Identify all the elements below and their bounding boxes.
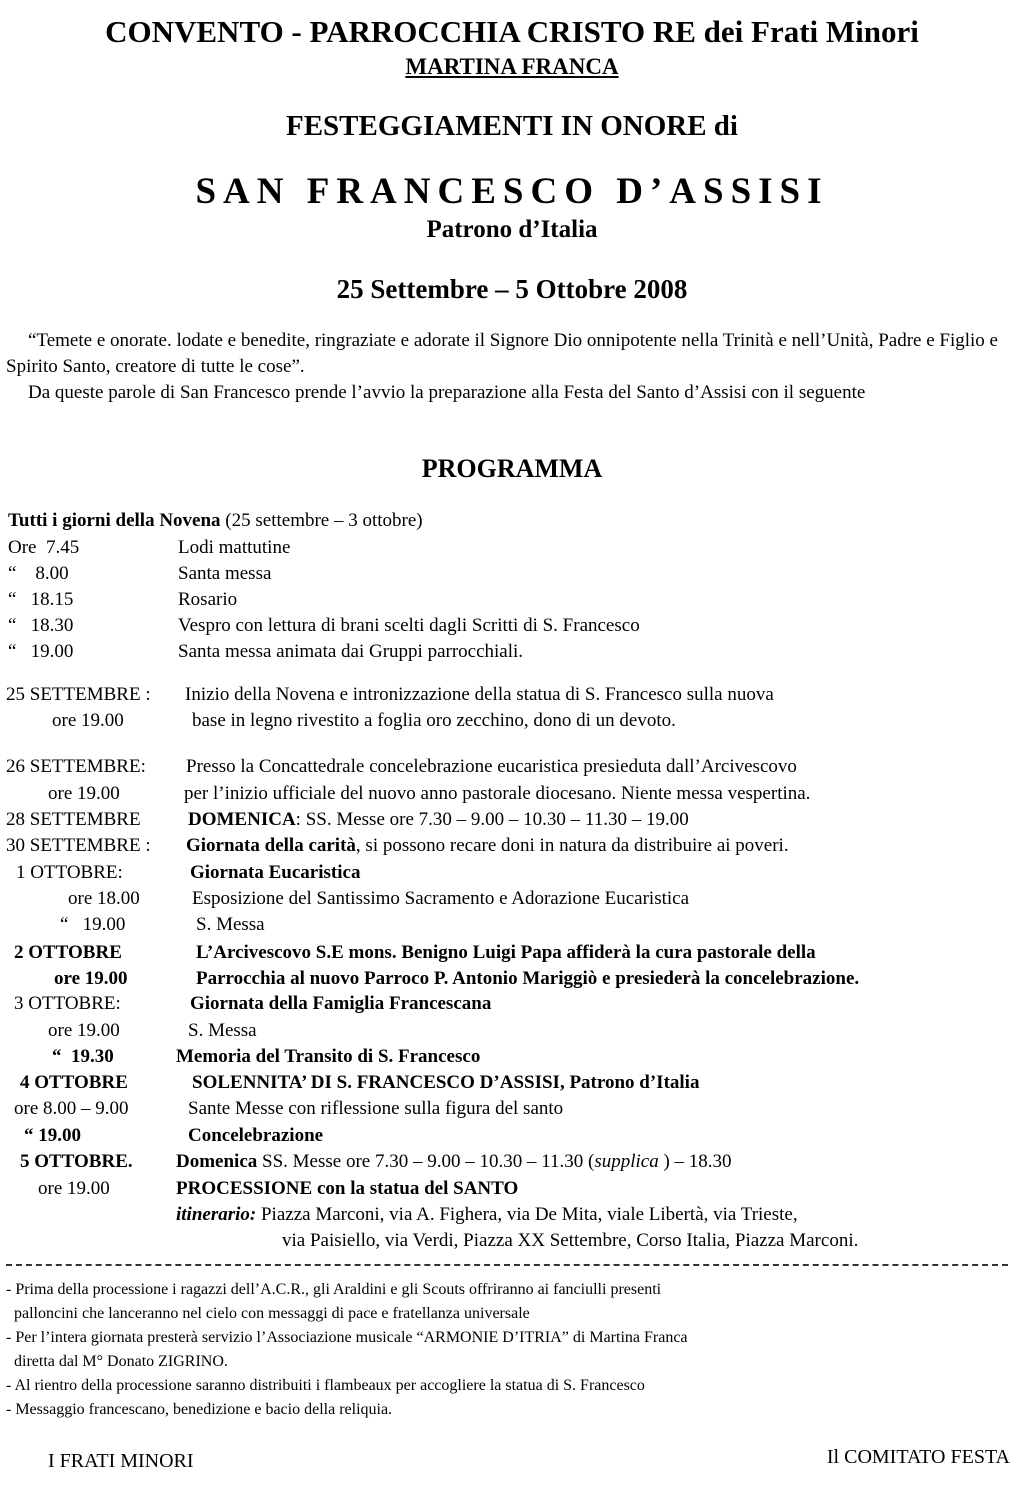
- signature-committee: Il COMITATO FESTA: [826, 1446, 1010, 1468]
- itinerary-text: Piazza Marconi, via A. Fighera, via De Mita, viale Libertà, via Trieste,: [256, 1204, 798, 1225]
- schedule-row: [0, 781, 1024, 807]
- schedule-event: Parrocchia al nuovo Parroco P. Antonio Mariggiò e presiederà la concelebrazione.: [196, 968, 860, 989]
- schedule-row: [0, 912, 1024, 938]
- note-line: - Messaggio francescano, benedizione e bacio della reliquia.: [6, 1401, 393, 1418]
- schedule-time: ore 19.00: [38, 1178, 110, 1199]
- schedule-time: ore 19.00: [48, 1020, 120, 1041]
- header-saint: SAN FRANCESCO D’ASSISI: [195, 171, 829, 212]
- schedule-time: “ 19.00: [60, 914, 126, 935]
- itinerary-line: [176, 1202, 798, 1228]
- novena-event: Rosario: [178, 589, 238, 610]
- schedule-time: “ 19.30: [52, 1046, 114, 1067]
- note-line: palloncini che lanceranno nel cielo con messaggi di pace e fratellanza universale: [6, 1305, 530, 1322]
- schedule-date: 5 OTTOBRE.: [20, 1151, 133, 1172]
- header-city: [0, 54, 1024, 80]
- novena-time: “ 18.30: [8, 615, 74, 636]
- novena-time: Ore 7.45: [8, 537, 80, 558]
- novena-time: “ 19.00: [8, 641, 74, 662]
- schedule-row: [0, 708, 1024, 734]
- schedule-row: [0, 754, 1024, 780]
- schedule-time: ore 19.00: [48, 783, 120, 804]
- schedule-row: [0, 1018, 1024, 1044]
- schedule-time: ore 8.00 – 9.00: [14, 1098, 129, 1119]
- schedule-event-bold: Giornata della carità: [186, 835, 356, 856]
- schedule-event: S. Messa: [188, 1020, 257, 1041]
- schedule-event: L’Arcivescovo S.E mons. Benigno Luigi Papa affiderà la cura pastorale della: [196, 942, 816, 963]
- schedule-event: Concelebrazione: [188, 1125, 324, 1146]
- schedule-date: 28 SETTEMBRE: [6, 809, 141, 830]
- intro-block: [6, 328, 1006, 406]
- novena-heading: [8, 510, 423, 532]
- schedule-time: ore 18.00: [68, 888, 140, 909]
- schedule-date: 2 OTTOBRE: [14, 942, 122, 963]
- schedule-row: [0, 1228, 1024, 1254]
- schedule-event-bold: DOMENICA: [188, 809, 296, 830]
- schedule-time: ore 19.00: [54, 968, 128, 989]
- schedule-date: 30 SETTEMBRE :: [6, 835, 151, 856]
- novena-row: [8, 561, 640, 587]
- schedule-event: Giornata della Famiglia Francescana: [190, 993, 492, 1014]
- schedule-row: [0, 1044, 1024, 1070]
- schedule-event: Memoria del Transito di S. Francesco: [176, 1046, 481, 1067]
- novena-row: [8, 535, 640, 561]
- schedule-event: S. Messa: [196, 914, 265, 935]
- schedule-event: [188, 807, 689, 833]
- header-convent: CONVENTO - PARROCCHIA CRISTO RE dei Frati Minori: [105, 14, 919, 49]
- schedule-event: Presso la Concattedrale concelebrazione eucaristica presieduta dall’Arcivescovo: [186, 756, 797, 777]
- header-festivities: FESTEGGIAMENTI IN ONORE di: [285, 110, 738, 142]
- schedule-row: [0, 860, 1024, 886]
- schedule-time: “ 19.00: [24, 1125, 81, 1146]
- novena-row: [8, 639, 640, 665]
- schedule-date: 25 SETTEMBRE :: [6, 684, 151, 705]
- novena-event: Santa messa: [178, 563, 272, 584]
- schedule-row: [0, 940, 1024, 966]
- novena-time: “ 18.15: [8, 589, 74, 610]
- schedule-time: ore 19.00: [52, 710, 124, 731]
- novena-heading-rest: (25 settembre – 3 ottobre): [220, 510, 423, 531]
- dashed-divider: [6, 1264, 1008, 1266]
- schedule-row: [0, 807, 1024, 833]
- signature-friars: I FRATI MINORI: [48, 1450, 194, 1472]
- schedule-row: [0, 682, 1024, 708]
- schedule-row: [0, 1176, 1024, 1202]
- note-line: diretta dal M° Donato ZIGRINO.: [6, 1353, 228, 1370]
- schedule-event: base in legno rivestito a foglia oro zecchino, dono di un devoto.: [192, 710, 676, 731]
- header-patron: Patrono d’Italia: [426, 216, 598, 243]
- schedule-row: [0, 1070, 1024, 1096]
- schedule-event: Giornata Eucaristica: [190, 862, 361, 883]
- schedule-event-rest: SS. Messe ore 7.30 – 9.00 – 10.30 – 11.30 (: [257, 1151, 595, 1172]
- schedule-event: PROCESSIONE con la statua del SANTO: [176, 1178, 519, 1199]
- intro-quote: “Temete e onorate. lodate e benedite, ringraziate e adorate il Signore Dio onnipotente nella Trinità e nell’Unità, Padre e Figlio e Spirito Santo, creatore di tutte le cose”.: [6, 330, 998, 377]
- schedule-date: 3 OTTOBRE:: [14, 993, 121, 1014]
- schedule-event: Esposizione del Santissimo Sacramento e Adorazione Eucaristica: [192, 888, 690, 909]
- itinerary-label: itinerario:: [176, 1204, 257, 1225]
- novena-row: [8, 587, 640, 613]
- schedule-event: Sante Messe con riflessione sulla figura del santo: [188, 1098, 564, 1119]
- schedule-event: Inizio della Novena e intronizzazione della statua di S. Francesco sulla nuova: [185, 684, 774, 705]
- schedule-event: per l’inizio ufficiale del nuovo anno pastorale diocesano. Niente messa vespertina.: [184, 783, 811, 804]
- novena-event: Vespro con lettura di brani scelti dagli Scritti di S. Francesco: [178, 615, 640, 636]
- novena-event: Lodi mattutine: [178, 537, 291, 558]
- novena-heading-bold: Tutti i giorni della Novena: [8, 510, 221, 531]
- note-line: - Per l’intera giornata presterà servizio l’Associazione musicale “ARMONIE D’ITRIA” di Martina Franca: [6, 1329, 688, 1346]
- schedule-event-italic: supplica: [594, 1151, 659, 1172]
- schedule-row: [0, 1096, 1024, 1122]
- schedule-event: [186, 833, 789, 859]
- schedule-row: [0, 1202, 1024, 1228]
- schedule-row: [0, 1123, 1024, 1149]
- schedule-event-rest: , si possono recare doni in natura da distribuire ai poveri.: [355, 835, 789, 856]
- notes-block: [6, 1278, 1006, 1422]
- schedule-date: 1 OTTOBRE:: [16, 862, 123, 883]
- schedule-row: [0, 1149, 1024, 1175]
- header-dates: 25 Settembre – 5 Ottobre 2008: [336, 274, 688, 304]
- schedule-event: [176, 1149, 732, 1175]
- schedule-event: SOLENNITA’ DI S. FRANCESCO D’ASSISI, Patrono d’Italia: [192, 1072, 700, 1093]
- itinerary-line: via Paisiello, via Verdi, Piazza XX Settembre, Corso Italia, Piazza Marconi.: [282, 1230, 859, 1251]
- programma-title: PROGRAMMA: [421, 454, 603, 483]
- schedule-row: [0, 966, 1024, 992]
- novena-time: “ 8.00: [8, 563, 69, 584]
- novena-list: [8, 535, 640, 665]
- header-city-text: MARTINA FRANCA: [405, 54, 619, 79]
- schedule-event-bold: Domenica: [176, 1151, 258, 1172]
- schedule-event-end: ) – 18.30: [658, 1151, 732, 1172]
- intro-text: Da queste parole di San Francesco prende l’avvio la preparazione alla Festa del Santo d’Assisi con il seguente: [28, 382, 866, 403]
- schedule-row: [0, 886, 1024, 912]
- schedule-date: 4 OTTOBRE: [20, 1072, 128, 1093]
- schedule-date: 26 SETTEMBRE:: [6, 756, 146, 777]
- novena-event: Santa messa animata dai Gruppi parrocchiali.: [178, 641, 524, 662]
- note-line: - Prima della processione i ragazzi dell’A.C.R., gli Araldini e gli Scouts offriranno ai fanciulli presenti: [6, 1281, 662, 1298]
- schedule-row: [0, 991, 1024, 1017]
- schedule-event-rest: : SS. Messe ore 7.30 – 9.00 – 10.30 – 11.30 – 19.00: [295, 809, 689, 830]
- novena-row: [8, 613, 640, 639]
- schedule-row: [0, 833, 1024, 859]
- note-line: - Al rientro della processione saranno distribuiti i flambeaux per accogliere la statua di S. Francesco: [6, 1377, 645, 1394]
